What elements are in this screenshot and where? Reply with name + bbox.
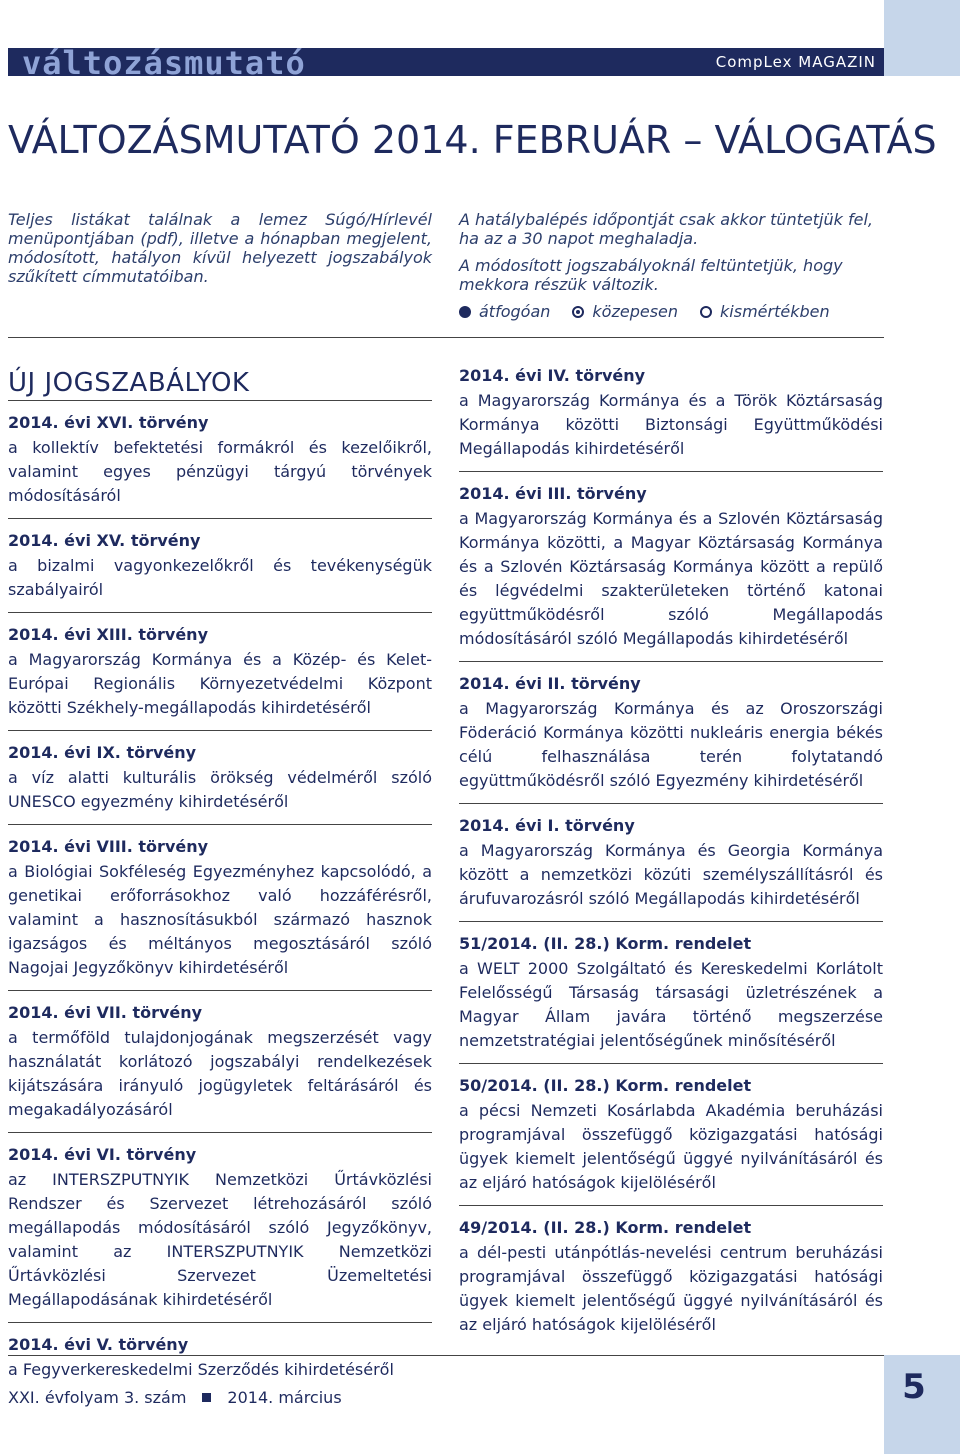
entry-description: a termőföld tulajdonjogának megszerzését vagy használatát korlátozó jogszabályi rendelkezések kijátszására irányuló jogügyletek feltárásáról és megakadályozásáról <box>8 1028 432 1119</box>
list-item <box>8 400 432 518</box>
entry-title: 2014. évi IX. törvény <box>8 743 197 762</box>
list-item <box>459 471 883 661</box>
entry-description: a Magyarország Kormánya és az Oroszországi Föderáció Kormánya közötti nukleáris energia békés célú felhasználása terén folytatandó együttműködésről szóló Egyezmény kihirdetéséről <box>459 699 883 790</box>
entry-description: a Magyarország Kormánya és a Közép- és Kelet-Európai Regionális Környezetvédelmi Központ közötti Székhely-megállapodás kihirdetéséről <box>8 650 432 717</box>
entry-title: 2014. évi VII. törvény <box>8 1003 203 1022</box>
entry-title: 2014. évi VI. törvény <box>8 1145 197 1164</box>
entry-title: 2014. évi II. törvény <box>459 674 641 693</box>
entry-description: a Biológiai Sokféleség Egyezményhez kapcsolódó, a genetikai erőforrásokhoz való hozzáférésről, valamint a hasznosításukból származó hasznok igazságos és méltányos megosztásáról szóló Nagojai Jegyzőkönyv kihirdetéséről <box>8 862 432 977</box>
footer-date: 2014. március <box>227 1388 342 1407</box>
square-bullet-icon <box>202 1393 211 1402</box>
list-item <box>8 518 432 612</box>
intro-right <box>459 210 887 321</box>
entry-description: a Magyarország Kormánya és Georgia Kormánya között a nemzetközi közúti személyszállításról és árufuvarozásról szóló Megállapodás kihirdetéséről <box>459 841 883 908</box>
list-item <box>8 730 432 824</box>
filled-circle-icon <box>459 306 471 318</box>
entry-title: 2014. évi IV. törvény <box>459 366 646 385</box>
entry-description: a kollektív befektetési formákról és kezelőikről, valamint egyes pénzügyi tárgyú törvények módosításáról <box>8 438 432 505</box>
entry-title: 2014. évi I. törvény <box>459 816 635 835</box>
intro-left-text: Teljes listákat találnak a lemez Súgó/Hírlevél menüpontjában (pdf), illetve a hónapban megjelent, módosított, hatályon kívül helyezett jogszabályok szűkített címmutatóiban. <box>8 210 432 286</box>
list-item <box>8 990 432 1132</box>
entry-description: az INTERSZPUTNYIK Nemzetközi Űrtávközlési Rendszer és Szervezet létrehozásáról szóló megállapodás módosításáról szóló Jegyzőkönyv, valamint az INTERSZPUTNYIK Nemzetközi Űrtávközlési Szervezet Üzemeltetési Megállapodásának kihirdetéséről <box>8 1170 432 1309</box>
right-column <box>459 366 883 1347</box>
dotted-circle-icon <box>572 306 584 318</box>
page-number-box <box>884 1355 960 1454</box>
list-item <box>459 1063 883 1205</box>
header-accent-square <box>884 0 960 76</box>
entry-description: a bizalmi vagyonkezelőkről és tevékenységük szabályairól <box>8 556 432 599</box>
magazine-name: CompLex MAGAZIN <box>715 53 876 71</box>
divider <box>8 337 884 338</box>
list-item <box>459 366 883 471</box>
entry-description: a WELT 2000 Szolgáltató és Kereskedelmi Korlátolt Felelősségű Társaság társasági üzletrészének a Magyar Állam javára történő megszerzése nemzetstratégiai jelentőségűnek minősítéséről <box>459 959 883 1050</box>
change-legend <box>459 302 887 321</box>
entry-title: 2014. évi XV. törvény <box>8 531 201 550</box>
list-item <box>8 1322 432 1392</box>
intro-right-text-1: A hatálybalépés időpontját csak akkor tüntetjük fel, ha az a 30 napot meghaladja. <box>459 210 873 248</box>
list-item <box>459 1205 883 1347</box>
list-item <box>8 824 432 990</box>
page-number: 5 <box>902 1367 926 1407</box>
left-column <box>8 400 432 1392</box>
entry-description: a Fegyverkereskedelmi Szerződés kihirdetéséről <box>8 1360 394 1379</box>
list-item <box>459 803 883 921</box>
entry-description: a pécsi Nemzeti Kosárlabda Akadémia beruházási programjával összefüggő közigazgatási hatósági ügyek kiemelt jelentőségű üggyé nyilvánításáról és az eljáró hatóságok kijelöléséről <box>459 1101 883 1192</box>
list-item <box>459 921 883 1063</box>
footer-issue: XXI. évfolyam 3. szám <box>8 1388 187 1407</box>
entry-title: 50/2014. (II. 28.) Korm. rendelet <box>459 1076 752 1095</box>
page-title: VÁLTOZÁSMUTATÓ 2014. FEBRUÁR – VÁLOGATÁS <box>8 118 937 162</box>
legend-label-comprehensive: átfogóan <box>479 302 551 321</box>
section-title: változásmutató <box>22 44 306 82</box>
entry-title: 2014. évi III. törvény <box>459 484 647 503</box>
legend-label-minor: kismértékben <box>720 302 830 321</box>
entry-title: 2014. évi VIII. törvény <box>8 837 209 856</box>
entry-title: 2014. évi XVI. törvény <box>8 413 209 432</box>
entry-description: a Magyarország Kormánya és a Török Köztársaság Kormánya közötti Biztonsági Együttműködési Megállapodás kihirdetéséről <box>459 391 883 458</box>
list-item <box>8 1132 432 1322</box>
entry-title: 51/2014. (II. 28.) Korm. rendelet <box>459 934 752 953</box>
list-item <box>8 612 432 730</box>
entry-description: a dél-pesti utánpótlás-nevelési centrum beruházási programjával összefüggő közigazgatási hatósági ügyek kiemelt jelentőségű üggyé nyilvánításáról és az eljáró hatóságok kijelöléséről <box>459 1243 883 1334</box>
list-item <box>459 661 883 803</box>
legend-label-moderate: közepesen <box>592 302 679 321</box>
footer <box>8 1388 342 1407</box>
footer-divider <box>8 1355 884 1356</box>
header-bar <box>8 44 884 82</box>
entry-description: a víz alatti kulturális örökség védelméről szóló UNESCO egyezmény kihirdetéséről <box>8 768 432 811</box>
intro-right-text-2: A módosított jogszabályoknál feltüntetjük, hogy mekkora részük változik. <box>459 256 843 294</box>
entry-title: 2014. évi V. törvény <box>8 1335 189 1354</box>
entry-title: 49/2014. (II. 28.) Korm. rendelet <box>459 1218 752 1237</box>
section-heading: ÚJ JOGSZABÁLYOK <box>8 368 250 398</box>
entry-description: a Magyarország Kormánya és a Szlovén Köztársaság Kormánya közötti, a Magyar Köztársaság Kormánya és a Szlovén Köztársaság Kormánya között a repülő és légvédelmi szakterületeken történő katonai együttműködésről szóló Megállapodás módosításáról szóló Megállapodás kihirdetéséről <box>459 509 883 648</box>
entry-title: 2014. évi XIII. törvény <box>8 625 208 644</box>
intro-left <box>8 210 432 294</box>
hollow-circle-icon <box>700 306 712 318</box>
